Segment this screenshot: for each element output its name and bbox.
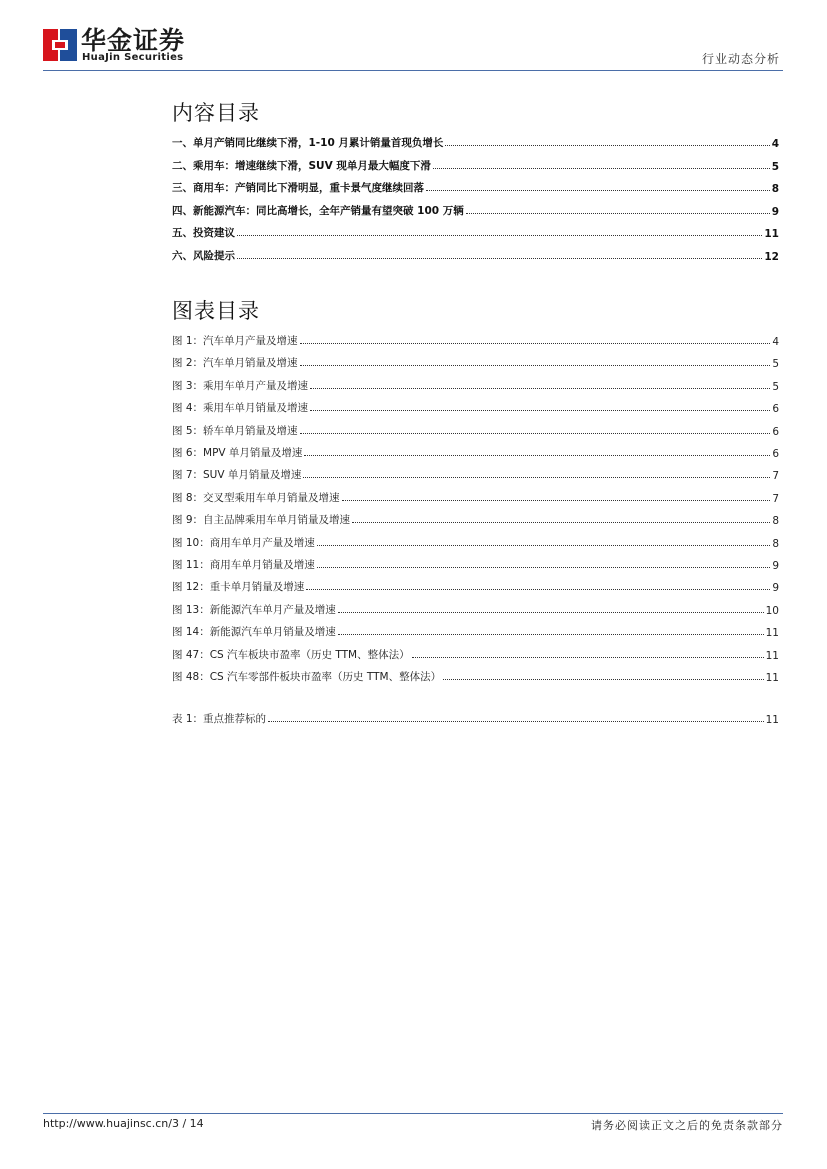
footer-url[interactable]: http://www.huajinsc.cn/3 / 14 [43, 1117, 204, 1130]
figure-entry-page-number: 7 [772, 492, 779, 505]
contents-entry-label: 一、单月产销同比继续下滑，1-10 月累计销量首现负增长 [172, 137, 444, 149]
header-divider [43, 70, 783, 71]
dot-leader [445, 145, 769, 146]
dot-leader [338, 634, 764, 635]
dot-leader [426, 190, 770, 191]
figure-entry[interactable] [172, 623, 779, 639]
dot-leader [317, 545, 771, 546]
footer-divider [43, 1113, 783, 1114]
figure-entry-label: 图 3：乘用车单月产量及增速 [172, 379, 309, 392]
figure-entry-label: 图 4：乘用车单月销量及增速 [172, 402, 309, 415]
figure-entry-page-number: 5 [772, 380, 779, 393]
table-entry[interactable] [172, 710, 779, 726]
figure-entry[interactable] [172, 422, 779, 438]
figure-entry[interactable] [172, 534, 779, 550]
contents-entry-label: 二、乘用车：增速继续下滑，SUV 现单月最大幅度下滑 [172, 159, 431, 172]
dot-leader [310, 410, 770, 411]
figure-entry-page-number: 9 [772, 560, 779, 572]
contents-entry[interactable] [172, 224, 779, 240]
figure-entry-label: 图 47：CS 汽车板块市盈率（历史 TTM、整体法） [172, 648, 410, 661]
figure-entry-page-number: 6 [772, 403, 779, 416]
contents-entry-label: 三、商用车：产销同比下滑明显，重卡景气度继续回落 [172, 182, 424, 194]
dot-leader [342, 500, 771, 501]
contents-entry-page-number: 11 [764, 228, 779, 240]
table-entry-label: 表 1：重点推荐标的 [172, 713, 267, 725]
figure-entry-page-number: 11 [765, 627, 779, 640]
figure-entry-page-number: 10 [765, 604, 779, 617]
figure-entry-label: 图 5：轿车单月销量及增速 [172, 424, 298, 437]
footer-disclaimer: 请务必阅读正文之后的免责条款部分 [591, 1119, 783, 1132]
contents-entry-page-number: 4 [771, 138, 779, 150]
dot-leader [300, 343, 771, 344]
figure-entry-page-number: 11 [765, 649, 779, 662]
figure-entry-page-number: 8 [772, 537, 779, 550]
contents-entry-page-number: 12 [764, 250, 779, 263]
dot-leader [338, 612, 764, 613]
contents-entry-label: 五、投资建议 [172, 227, 235, 239]
figure-entry[interactable] [172, 332, 779, 348]
huajin-logo-icon [43, 29, 77, 61]
figure-entry[interactable] [172, 601, 779, 617]
figure-entry-label: 图 14：新能源汽车单月销量及增速 [172, 626, 336, 639]
figure-entry-label: 图 2：汽车单月销量及增速 [172, 357, 298, 370]
figure-entry-label: 图 13：新能源汽车单月产量及增速 [172, 603, 336, 616]
report-type: 行业动态分析 [701, 52, 780, 66]
figure-entry[interactable] [172, 466, 779, 482]
figure-entry-label: 图 7：SUV 单月销量及增速 [172, 469, 302, 482]
dot-leader [412, 657, 764, 658]
dot-leader [306, 589, 770, 590]
dot-leader [466, 213, 770, 214]
figure-entry-label: 图 1：汽车单月产量及增速 [172, 335, 298, 347]
figure-entry[interactable] [172, 444, 779, 460]
figure-entry[interactable] [172, 377, 779, 393]
dot-leader [304, 455, 770, 456]
dot-leader [268, 721, 764, 722]
dot-leader [310, 388, 770, 389]
contents-entry[interactable] [172, 134, 779, 150]
figure-entry-label: 图 11：商用车单月销量及增速 [172, 559, 315, 571]
figure-entry[interactable] [172, 578, 779, 594]
figure-entry[interactable] [172, 646, 779, 662]
figure-entry-label: 图 12：重卡单月销量及增速 [172, 581, 305, 594]
dot-leader [237, 258, 762, 259]
contents-entry-page-number: 8 [771, 183, 779, 195]
contents-entry-page-number: 9 [771, 205, 779, 218]
dot-leader [433, 168, 770, 169]
dot-leader [300, 365, 771, 366]
contents-entry[interactable] [172, 157, 779, 173]
figure-entry-page-number: 8 [772, 515, 779, 528]
figure-entry-label: 图 10：商用车单月产量及增速 [172, 536, 315, 549]
logo-chinese-name: 华金证券 [81, 26, 186, 55]
figure-entry[interactable] [172, 399, 779, 415]
contents-entry-label: 四、新能源汽车：同比高增长，全年产销量有望突破 100 万辆 [172, 204, 464, 217]
figure-entry-page-number: 5 [772, 358, 779, 371]
figure-entry-page-number: 7 [772, 470, 779, 483]
contents-title: 内容目录 [172, 101, 260, 125]
figure-entry[interactable] [172, 668, 779, 684]
contents-entry-page-number: 5 [771, 160, 779, 173]
figure-entry-page-number: 4 [772, 336, 779, 348]
figure-entry[interactable] [172, 489, 779, 505]
table-entry-page-number: 11 [765, 714, 779, 726]
dot-leader [443, 679, 764, 680]
dot-leader [237, 235, 762, 236]
figure-entry-page-number: 9 [772, 582, 779, 595]
dot-leader [300, 433, 771, 434]
figure-entry[interactable] [172, 511, 779, 527]
figure-entry-label: 图 8：交叉型乘用车单月销量及增速 [172, 491, 340, 504]
contents-entry[interactable] [172, 179, 779, 195]
dot-leader [303, 477, 770, 478]
contents-entry-label: 六、风险提示 [172, 249, 235, 262]
figure-entry[interactable] [172, 556, 779, 572]
figure-entry-page-number: 6 [772, 448, 779, 460]
dot-leader [352, 522, 770, 523]
figure-entry-label: 图 6：MPV 单月销量及增速 [172, 447, 303, 459]
figure-entry-page-number: 11 [765, 672, 779, 684]
figure-entry-label: 图 9：自主品牌乘用车单月销量及增速 [172, 514, 351, 527]
figure-entry[interactable] [172, 354, 779, 370]
contents-entry[interactable] [172, 247, 779, 263]
page-header [43, 27, 783, 71]
figure-entry-page-number: 6 [772, 425, 779, 438]
figures-title: 图表目录 [172, 299, 260, 323]
logo-english-name: HuaJin Securities [82, 52, 184, 63]
dot-leader [317, 567, 771, 568]
contents-entry[interactable] [172, 202, 779, 218]
figure-entry-label: 图 48：CS 汽车零部件板块市盈率（历史 TTM、整体法） [172, 671, 442, 683]
